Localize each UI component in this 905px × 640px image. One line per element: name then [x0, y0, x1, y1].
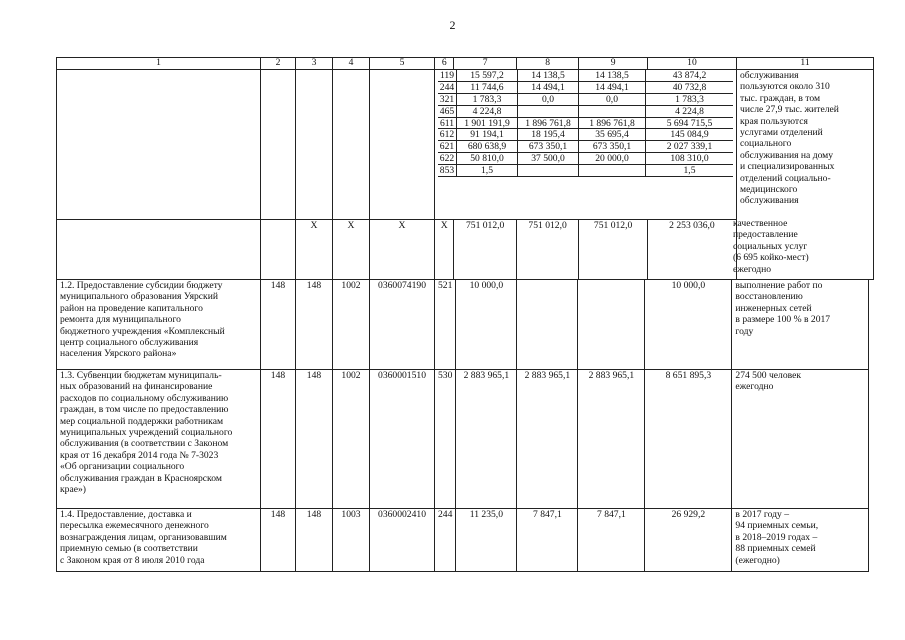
subrow-code: 244	[438, 82, 457, 94]
subrow-amount: 1 896 761,8	[579, 118, 646, 130]
cell-vr: X	[435, 220, 454, 280]
cell-code: 148	[261, 509, 296, 572]
cell-year-2017: 751 012,0	[454, 220, 516, 280]
column-number: 4	[333, 58, 370, 70]
subrow-grid	[438, 70, 733, 177]
cell-year-2019: 751 012,0	[579, 220, 648, 280]
column-number: 5	[370, 58, 435, 70]
column-number: 9	[579, 58, 648, 70]
subrow-code: 622	[438, 153, 457, 165]
subrow-amount: 18 195,4	[518, 129, 579, 141]
expense-subrows	[435, 70, 737, 220]
subrow-amount: 14 494,1	[579, 82, 646, 94]
subrow-code: 853	[438, 165, 457, 177]
table-row	[57, 280, 869, 370]
subrow-amount: 35 695,4	[579, 129, 646, 141]
cell-grbs: 148	[296, 280, 333, 370]
subrow-amount: 37 500,0	[518, 153, 579, 165]
cell-csr: 0360001510	[370, 370, 435, 509]
subrow-amount: 2 027 339,1	[646, 141, 733, 153]
cell-grbs: 148	[296, 370, 333, 509]
subrow-amount: 14 138,5	[518, 70, 579, 82]
subrow-amount: 14 138,5	[579, 70, 646, 82]
cell-vr: 530	[435, 370, 456, 509]
subrow-amount: 1 783,3	[457, 94, 518, 106]
subrow-amount: 680 638,9	[457, 141, 518, 153]
cell-year-2019: 7 847,1	[578, 509, 645, 572]
description-cell: 1.4. Предоставление, доставка и пересылка ежемесячного денежного вознаграждения лицам, организовавшим приемную семью (в соответствии с Законом края от 8 июля 2010 года	[57, 509, 261, 572]
table-row-continuation	[57, 70, 874, 220]
description-cell: 1.2. Предоставление субсидии бюджету муниципального образования Уярский район на проведение капитального ремонта для муниципального бюджетного учреждения «Комплексный центр социального обслуживания населения Уярского района»	[57, 280, 261, 370]
subrow-amount: 1,5	[457, 165, 518, 177]
table-row	[57, 370, 869, 509]
cell-code: 148	[261, 370, 296, 509]
result-cell: 274 500 человек ежегодно	[732, 370, 869, 509]
cell-year-2018: 2 883 965,1	[517, 370, 578, 509]
column-number: 8	[516, 58, 578, 70]
subrow-amount: 145 084,9	[646, 129, 733, 141]
column-number: 2	[261, 58, 296, 70]
subrow-amount: 0,0	[518, 94, 579, 106]
subrow-code: 621	[438, 141, 457, 153]
cell-vr: 244	[435, 509, 456, 572]
subrow-amount: 1 896 761,8	[518, 118, 579, 130]
subrow-amount: 50 810,0	[457, 153, 518, 165]
cell-csr: 0360074190	[370, 280, 435, 370]
total-result-note: качественное предоставление социальных услуг (6 695 койко-мест) ежегодно	[733, 218, 809, 275]
cell-year-2018: 7 847,1	[517, 509, 578, 572]
subrow-amount: 91 194,1	[457, 129, 518, 141]
result-cell: выполнение работ по восстановлению инженерных сетей в размере 100 % в 2017 году	[732, 280, 869, 370]
cell-rzpr: 1002	[333, 280, 370, 370]
column-number-row	[57, 58, 874, 70]
cell-grbs: 148	[296, 509, 333, 572]
subrow-code: 119	[438, 70, 457, 82]
subrow-amount: 15 597,2	[457, 70, 518, 82]
column-number: 1	[57, 58, 261, 70]
subrow-amount	[518, 106, 579, 118]
subrow-amount: 4 224,8	[457, 106, 518, 118]
subrow-amount: 40 732,8	[646, 82, 733, 94]
cell-csr: 0360002410	[370, 509, 435, 572]
subrow-code: 321	[438, 94, 457, 106]
description-cell: 1.3. Субвенции бюджетам муниципаль- ных образований на финансирование расходов по социальному обслуживанию граждан, в том числе по предоставлению мер социальной поддержки работникам муниципальных учреждений социального обслуживания (в соответствии с Законом края от 16 декабря 2014 года № 7-3023 «Об организации социального обслуживания граждан в Красноярском крае»)	[57, 370, 261, 509]
cell-year-2019: 2 883 965,1	[578, 370, 645, 509]
cell-rzpr: X	[333, 220, 370, 280]
column-number: 3	[296, 58, 333, 70]
cell-vr: 521	[435, 280, 456, 370]
cell-total: 10 000,0	[645, 280, 732, 370]
subrow-amount: 1 901 191,9	[457, 118, 518, 130]
subrow-amount: 5 694 715,5	[646, 118, 733, 130]
budget-table-lower	[56, 279, 869, 572]
table-row	[57, 509, 869, 572]
column-number: 10	[647, 58, 736, 70]
subrow-amount: 11 744,6	[457, 82, 518, 94]
subrow-amount: 673 350,1	[579, 141, 646, 153]
subrow-code: 611	[438, 118, 457, 130]
page-number: 2	[449, 18, 456, 32]
subrow-amount: 14 494,1	[518, 82, 579, 94]
column-number: 11	[737, 58, 874, 70]
description-cell	[57, 70, 261, 220]
subrow-amount: 0,0	[579, 94, 646, 106]
cell-code: 148	[261, 280, 296, 370]
cell-year-2018: 751 012,0	[516, 220, 578, 280]
cell-year-2017: 11 235,0	[456, 509, 517, 572]
subrow-amount: 43 874,2	[646, 70, 733, 82]
cell-rzpr: 1003	[333, 509, 370, 572]
cell-total: 2 253 036,0	[647, 220, 736, 280]
result-note: обслуживания пользуются около 310 тыс. граждан, в том числе 27,9 тыс. жителей края пользуются услугами отделений социального обслуживания на дому и специализированных отделений социально- медицинского обслуживания	[737, 70, 874, 280]
subrow-amount: 1,5	[646, 165, 733, 177]
subrow-amount: 108 310,0	[646, 153, 733, 165]
cell-year-2018	[517, 280, 578, 370]
cell-total: 26 929,2	[645, 509, 732, 572]
subrow-amount	[579, 106, 646, 118]
cell-year-2017: 10 000,0	[456, 280, 517, 370]
subrow-amount: 4 224,8	[646, 106, 733, 118]
result-cell: в 2017 году – 94 приемных семьи, в 2018–2019 годах – 88 приемных семей (ежегодно)	[732, 509, 869, 572]
cell-rzpr: 1002	[333, 370, 370, 509]
subrow-amount: 20 000,0	[579, 153, 646, 165]
cell-total: 8 651 895,3	[645, 370, 732, 509]
subrow-amount	[518, 165, 579, 177]
column-number: 6	[435, 58, 454, 70]
cell-csr: X	[370, 220, 435, 280]
cell-year-2019	[578, 280, 645, 370]
subrow-code: 612	[438, 129, 457, 141]
subrow-code: 465	[438, 106, 457, 118]
cell-grbs: X	[296, 220, 333, 280]
cell-year-2017: 2 883 965,1	[456, 370, 517, 509]
subrow-amount: 1 783,3	[646, 94, 733, 106]
subrow-amount	[579, 165, 646, 177]
column-number: 7	[454, 58, 516, 70]
subrow-amount: 673 350,1	[518, 141, 579, 153]
